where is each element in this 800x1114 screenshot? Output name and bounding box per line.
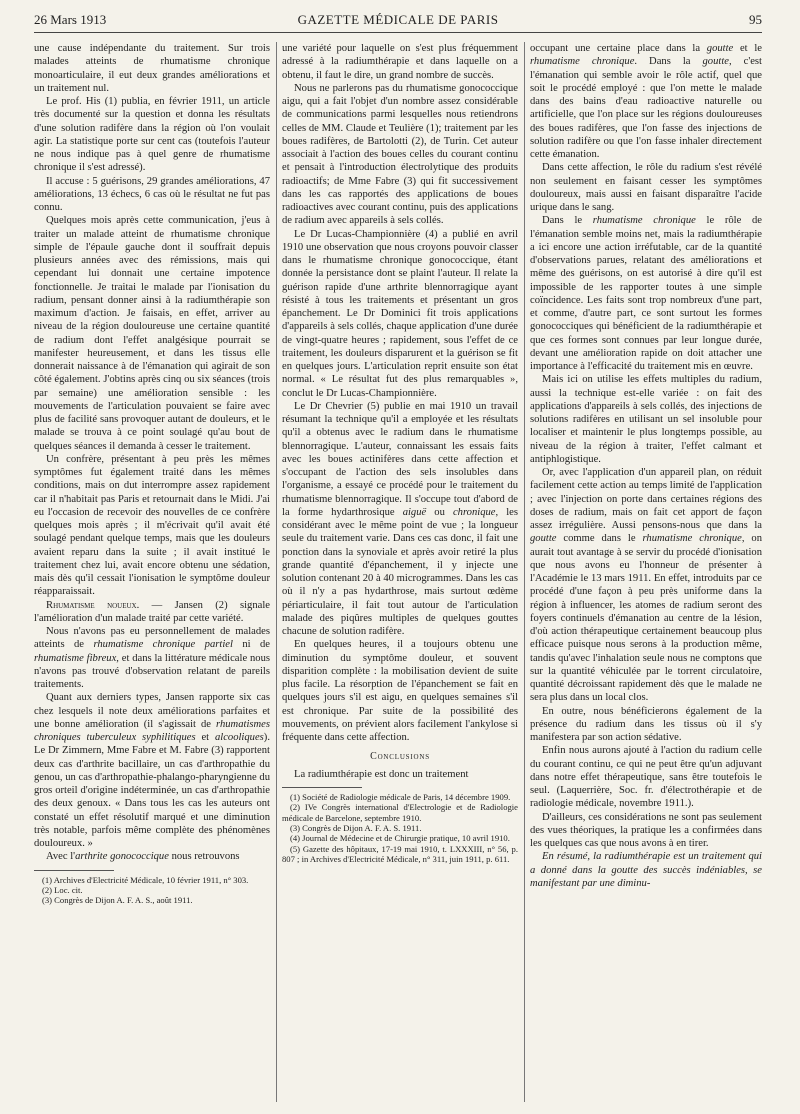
italic-run: rhumatisme chronique [642, 533, 742, 545]
italic-run: rhumatisme chronique [530, 56, 635, 68]
paragraph [530, 214, 762, 373]
paragraph: D'ailleurs, ces considérations ne sont pas seulement des vues théoriques, la pratique les a confirmées dans les quelques cas que nous avons à en tirer. [530, 811, 762, 849]
paragraph [282, 400, 518, 639]
paragraph: Il accuse : 5 guérisons, 29 grandes améliorations, 47 améliorations, 13 échecs, 6 cas où le résultat ne fut pas connu. [34, 175, 270, 213]
paragraph: La radiumthérapie est donc un traitement [294, 768, 469, 780]
header-date: 26 Mars 1913 [34, 12, 107, 27]
paragraph: une cause indépendante du traitement. Sur trois malades atteints de rhumatisme chronique monoarticulaire, il eut deux grandes améliorations et un traitement nul. [34, 43, 270, 94]
footnote: (3) Congrès de Dijon A. F. A. S., août 1911. [42, 895, 193, 906]
italic-run: chronique [452, 506, 496, 518]
text-run: ). Le Dr Zimmern, Mme Fabre et M. Fabre (3) rapportent deux cas d'arthrite bacillaire, un cas d'arthropathie du genou, un cas d'arthropathie-phalango-pharyngienne du gros orteil d'origine indéterminée, un cas d'arthropathie des deux genoux. « Dans tous les cas les auteurs ont constaté un effet résolutif marqué et une diminution très notable, parfois même complète des phénomènes douloureux. » [34, 732, 270, 849]
paragraph: Mais ici on utilise les effets multiples du radium, aussi la technique est-elle variée : on fait des applications d'appareils à sels collés, des injections de solutions radifères en utilisant un sel insoluble pour localiser et maintenir le plus longtemps possible, au niveau de la région à traiter, l'effet calmant et antiphlogistique. [530, 374, 762, 465]
text-run: Nous n'avons pas eu personnellement de malades atteints de [34, 626, 270, 651]
italic-run: rhumatisme chronique partiel [93, 639, 233, 651]
text-run: . Dans la [634, 56, 703, 68]
conclusions-heading: Conclusions [370, 751, 430, 763]
text-run: le rôle de l'émanation semble moins net, mais la radiumthérapie a ici encore une action irréfutable, car de la quantité d'observations parues, relatant des améliorations et même des guérisons, on est autorisé à dire qu'il est impossible de les rapporter toutes à une simple coïncidence. Les faits sont trop nombreux d'une part, et comme, d'autre part, ce sont surtout les formes gonococciques qui bénéficient de la radiumthérapie et que ces formes sont connues par leur longue durée, devant une amélioration rapide on doit attacher une importance à l'efficacité du traitement mis en œuvre. [530, 215, 762, 372]
italic-run: En résumé, la radiumthérapie est un traitement qui a donné dans la goutte des succès indéniables, se manifestant par une diminu- [530, 851, 762, 889]
footnote: (1) Société de Radiologie médicale de Paris, 14 décembre 1909. [290, 791, 511, 802]
paragraph [34, 599, 270, 626]
text-run: occupant une certaine place dans la [530, 43, 707, 54]
paragraph: Un confrère, présentant à peu près les mêmes symptômes fut également traité dans les mêmes conditions, mais on dut interrompre assez rapidement car il n'habitait pas Paris et retournait dans le Midi. J'ai eu l'occasion de recevoir des nouvelles de ce confrère quelques mois après ; il m'écrivait qu'il avait été soulagé pendant quelque temps, mais que les douleurs avaient reparu dans la suite ; il avait institué le traitement chez lui, avait encore obtenu une sédation, mais dès qu'il cessait l'ionisation le symptôme douleur réapparaissait. [34, 453, 270, 598]
column-3 [530, 42, 762, 1104]
italic-run: goutte [706, 43, 734, 54]
text-run: comme dans le [556, 533, 643, 545]
text-run: ou [426, 506, 453, 518]
footnote-separator [282, 787, 362, 788]
paragraph [530, 850, 762, 890]
text-run: Quant aux derniers types, Jansen rapporte six cas chez lesquels il note deux améliorations parfaites et une bonne amélioration (il s'agissait de [34, 692, 270, 730]
page-number: 95 [749, 12, 762, 27]
italic-run: goutte [702, 56, 729, 68]
text-run: ni de [232, 639, 270, 651]
paragraph [530, 42, 762, 161]
text-run: et [195, 732, 215, 743]
column-divider [524, 42, 525, 1102]
italic-run: rhumatisme chronique [592, 215, 696, 227]
italic-run: rhumatismes chroniques tuberculeux syphilitiques [34, 718, 270, 743]
paragraph [34, 625, 270, 691]
italic-run: rhumatisme fibreux [34, 652, 117, 664]
paragraph: En outre, nous bénéficierons également de la présence du radium dans les tissus où il s'y manifestera par son action sédative. [530, 705, 762, 743]
footnote: (3) Congrès de Dijon A. F. A. S. 1911. [290, 822, 422, 833]
paragraph: Nous ne parlerons pas du rhumatisme gonococcique aigu, qui a fait l'objet d'un nombre assez considérable de communications parmi lesquelles nous retiendrons celles de MM. Claude et Teulière (1); traitement par les boues radifères, de Bartolotti (2), de Turin. Cet auteur associait à l'action des boues celles du courant continu et pensait à l'introduction électrolytique des produits radioactifs; de Mme Fabre (3) qui fit successivement dans les cas rapportés des applications de boues radioactives avec courant continu, puis des applications de radium avec appareils à sels collés. [282, 82, 518, 227]
text-run: Le Dr Chevrier (5) publie en mai 1910 un travail résumant la technique qu'il a employée et les résultats qu'il a obtenus avec le radium dans le rhumatisme blennorragique. L'auteur, connaissant les essais faits avec les boues actinifères dans cette affection et s'occupant de l'action des sels insolubles dans l'organisme, a essayé ce procédé pour le traitement du rhumatisme blennorragique. Il s'occupe tout d'abord de la forme hydarthrosique [282, 400, 518, 518]
paragraph: Quelques mois après cette communication, j'eus à traiter un malade atteint de rhumatisme chronique simple de l'épaule gauche dont il souffrait depuis plusieurs années avec des rémissions, mais qui cependant lui donnait une certaine impotence fonctionnelle. Je traitai le malade par l'ionisation du radium, pensant donner ainsi à la radiumthérapie son maximum d'action. Je faisais, en effet, arriver au niveau de la région douloureuse une certaine quantité de radium dont l'effet analgésique pourrait se manifester heureusement, et dans les tissus elle donnerait naissance à de l'émanation qui agirait de son côté également. J'obtins après cinq ou six séances (trois par semaine) une amélioration sensible : les mouvements de l'articulation pouvaient se faire avec plus de facilité sans provoquer autant de douleurs, et le malade se trouva à ce point soulagé qu'au bout de quelques séances il demanda à cesser le traitement. [34, 215, 270, 452]
paragraph: Le Dr Lucas-Championnière (4) a publié en avril 1910 une observation que nous croyons pouvoir classer dans le rhumatisme chronique gonococcique, étant donnée la persistance dont se plaint l'auteur. Il relate la guérison rapide d'une arthrite blennorragique ayant résisté à tous les traitements et présentant un gros épanchement. Le Dr Dominici fit trois applications d'appareils à sels collés, chaque application d'une durée de vingt-quatre heures ; rapidement, sous l'effet de ce traitement, les douleurs disparurent et la guérison se fit en quelques jours. L'articulation reprit ensuite son état normal. « Le résultat fut des plus remarquables », conclut le Dr Lucas-Championnière. [282, 228, 518, 399]
footnote: (1) Archives d'Electricité Médicale, 10 février 1911, n° 303. [42, 874, 249, 885]
paragraph [34, 850, 270, 863]
footnote: (5) Gazette des hôpitaux, 17-19 mai 1910, t. LXXXIII, n° 56, p. 807 ; in Archives d'Electricité Médicale, n° 311, juin 1911, p. 611. [282, 843, 518, 865]
paragraph: une variété pour laquelle on s'est plus fréquemment adressé à la radiumthérapie et dans laquelle on a obtenu, il faut le dire, un grand nombre de succès. [282, 43, 518, 81]
paragraph: Le prof. His (1) publia, en février 1911, un article très documenté sur la question et donna les résultats d'une solution radifère dans la région où l'on voulait agir. La statistique porte sur cent cas (toutefois l'auteur ne nous indique pas à quel genre de rhumatisme chronique il s'est adressé). [34, 96, 270, 174]
italic-run: arthrite gonococcique [75, 851, 169, 863]
paragraph: Dans cette affection, le rôle du radium s'est révélé non seulement en faisant cesser les symptômes douloureux, mais aussi en faisant disparaître l'acide urique dans le sang. [530, 162, 762, 213]
text-run: , les considérant avec le même point de vue ; la longueur seule du traitement varie. Dans ces cas donc, il fait une ponction dans la synoviale et après avoir retiré la plus grande quantité d'épanchement, il y injecte une solution contenant 20 à 40 microgrammes. Dans les cas où il n'y a pas hydarthrose, mais surtout œdème périarticulaire, il fait tout autour de l'articulation malade des piqûres multiples de quelques gouttes chacune de solution radifère. [282, 506, 518, 637]
paragraph: Enfin nous aurons ajouté à l'action du radium celle du courant continu, ce qui ne peut être qu'un adjuvant dans notre effet thérapeutique, sans être toutefois le seul. (Laquerrière, Soc. fr. d'électrothérapie et de radiologie médicale, novembre 1911.). [530, 745, 762, 810]
text-run: Or, avec l'application d'un appareil plan, on réduit facilement cette action au temps limité de l'application ; avec l'injection on porte dans certaines régions des doses de radium, mais on fait cet apport de façon assez irrégulière. Aussi pensons-nous que dans la [530, 467, 762, 531]
text-run: et le [733, 43, 762, 54]
footnote: (4) Journal de Médecine et de Chirurgie pratique, 10 avril 1910. [290, 833, 510, 844]
paragraph [34, 691, 270, 850]
footnote: (2) Loc. cit. [42, 884, 83, 895]
column-2 [282, 42, 518, 1104]
section-heading: Rhumatisme noueux. [46, 599, 140, 611]
italic-run: goutte [530, 533, 557, 545]
italic-run: aiguë [402, 506, 427, 518]
italic-run: alcooliques [214, 732, 264, 743]
text-run: Dans le [542, 215, 593, 227]
column-divider [276, 42, 277, 1102]
text-run: Avec l' [46, 851, 76, 863]
paragraph: En quelques heures, il a toujours obtenu une diminution du symptôme douleur, et souvent disparition complète : la mobilisation devient de suite plus facile. La résorption de l'épanchement se fait en quelques jours s'il est aigu, en quelques semaines s'il est chronique. Par suite de la possibilité des mouvements, on prévient alors facilement l'ankylose si fréquente dans cette affection. [282, 639, 518, 743]
journal-title: GAZETTE MÉDICALE DE PARIS [297, 12, 499, 27]
text-run: , et dans la littérature médicale nous n'avons pas trouvé d'observation relatant de pareils traitements. [34, 652, 270, 690]
footnote: (2) IVe Congrès international d'Electrologie et de Radiologie médicale de Barcelone, septembre 1910. [282, 802, 518, 823]
text-run: , c'est l'émanation qui semble avoir le rôle actif, quel que soit le procédé employé : que l'on mette le malade dans des bains d'eau radioactive naturelle ou artificielle, que l'on place sur les régions douloureuses des boues radifères, que l'on fasse des injections de solution radifère ou que l'on fasse inhaler directement cette émanation. [530, 56, 762, 160]
paragraph [530, 466, 762, 705]
page-header [34, 10, 762, 33]
text-run: nous retrouvons [168, 851, 240, 863]
footnote-separator [34, 870, 114, 871]
column-1 [34, 42, 270, 1104]
text-run: , on aurait tout avantage à se servir du procédé d'ionisation que nous avons eu l'honneur de présenter à l'Académie le 13 mars 1911. En effet, introduits par ce procédé d'une façon à peu près uniforme dans la région à influencer, les atomes de radium seront des foyers continuels d'émanation au centre de la lésion, d'où action thérapeutique certainement beaucoup plus efficace puisque nous serons à la production même, tandis qu'avec l'inhalation seule nous ne comptons que sur la quantité véhiculée par le torrent circulatoire, quantité décroissant rapidement dès que le malade ne sera plus dans un local clos. [530, 533, 762, 704]
text-run: — Jansen (2) signale l'amélioration d'un malade traité par cette variété. [34, 599, 270, 624]
